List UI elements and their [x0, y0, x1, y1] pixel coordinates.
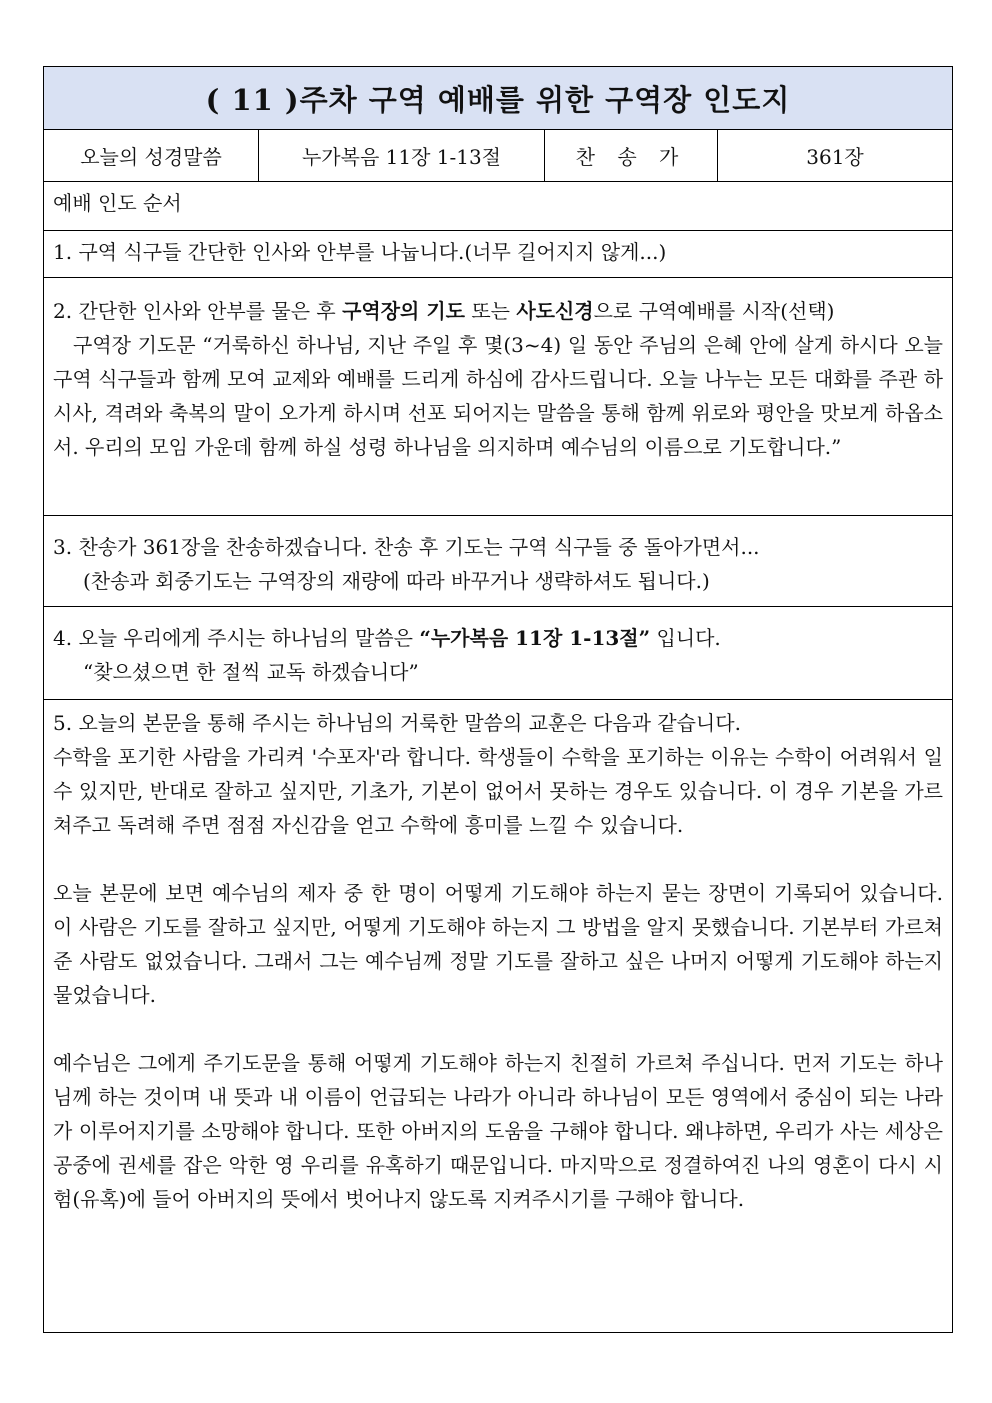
scripture-label: 오늘의 성경말씀 [44, 130, 259, 182]
order-heading [44, 182, 953, 231]
page-title: ( 11 )주차 구역 예배를 위한 구역장 인도지 [44, 67, 953, 130]
step-2-post: 으로 구역예배를 시작(선택) [593, 299, 835, 323]
info-row [44, 130, 953, 182]
step-3-line2: (찬송과 회중기도는 구역장의 재량에 따라 바꾸거나 생략하셔도 됩니다.) [83, 569, 710, 593]
step-5-para2: 오늘 본문에 보면 예수님의 제자 중 한 명이 어떻게 기도해야 하는지 묻는 장면이 기록되어 있습니다. 이 사람은 기도를 잘하고 싶지만, 어떻게 기도해야 하는지 그 방법을 알지 못했습니다. 기본부터 가르쳐 준 사람도 없었습니다. 그래서 그는 예수님께 정말 기도를 잘하고 싶은 나머지 어떻게 기도해야 하는지 물었습니다. [53, 881, 943, 1007]
step-4-pre: 4. 오늘 우리에게 주시는 하나님의 말씀은 [53, 626, 420, 650]
step-5-para3: 예수님은 그에게 주기도문을 통해 어떻게 기도해야 하는지 친절히 가르쳐 주십니다. 먼저 기도는 하나님께 하는 것이며 내 뜻과 내 이름이 언급되는 나라가 아니라 하나님이 모든 영역에서 중심이 되는 나라가 이루어지기를 소망해야 합니다. 또한 아버지의 도움을 구해야 합니다. 왜냐하면, 우리가 사는 세상은 공중에 권세를 잡은 악한 영 우리를 유혹하기 때문입니다. 마지막으로 정결하여진 나의 영혼이 다시 시험(유혹)에 들어 아버지의 뜻에서 벗어나지 않도록 지켜주시기를 구해야 합니다. [53, 1051, 943, 1211]
step-5-line1: 5. 오늘의 본문을 통해 주시는 하나님의 거룩한 말씀의 교훈은 다음과 같습니다. [53, 711, 741, 735]
step-4-scripture: “누가복음 11장 1-13절” [419, 626, 651, 650]
step-2-line [53, 294, 943, 328]
step-2-prayer [53, 328, 943, 464]
step-2-mid: 또는 [464, 299, 517, 323]
step-1 [44, 231, 953, 278]
step-2-bold-prayer: 구역장의 기도 [342, 299, 465, 323]
step-2-prayer-text: 구역장 기도문 “거룩하신 하나님, 지난 주일 후 몇(3~4) 일 동안 주님의 은혜 안에 살게 하시다 오늘 구역 식구들과 함께 모여 교제와 예배를 드리게 하심에 감사드립니다. 오늘 나누는 모든 대화를 주관 하시사, 격려와 축복의 말이 오가게 하시며 선포 되어지는 말씀을 통해 함께 위로와 평안을 맛보게 하옵소서. 우리의 모임 가운데 함께 하실 성령 하나님을 의지하며 예수님의 이름으로 기도합니다.” [53, 333, 943, 459]
step-5-para1: 수학을 포기한 사람을 가리켜 '수포자'라 합니다. 학생들이 수학을 포기하는 이유는 수학이 어려워서 일수 있지만, 반대로 잘하고 싶지만, 기초가, 기본이 없어서 못하는 경우도 있습니다. 이 경우 기본을 가르쳐주고 독려해 주면 점점 자신감을 얻고 수학에 흥미를 느낄 수 있습니다. [53, 745, 943, 837]
step-2 [44, 278, 953, 516]
step-5 [44, 700, 953, 1333]
step-3-line1: 3. 찬송가 361장을 찬송하겠습니다. 찬송 후 기도는 구역 식구들 중 돌아가면서... [53, 535, 760, 559]
worship-guide-table [43, 66, 953, 1333]
step-1-text: 1. 구역 식구들 간단한 인사와 안부를 나눕니다.(너무 길어지지 않게...) [53, 240, 667, 264]
scripture-value: 누가복음 11장 1-13절 [259, 130, 545, 182]
step-4-line2: “찾으셨으면 한 절씩 교독 하겠습니다” [83, 660, 419, 684]
paragraph-gap [53, 1012, 943, 1046]
step-3 [44, 516, 953, 607]
step-2-bold-creed: 사도신경 [516, 299, 594, 323]
step-4 [44, 607, 953, 700]
paragraph-gap [53, 842, 943, 876]
order-heading-text: 예배 인도 순서 [53, 191, 182, 215]
hymn-label: 찬 송 가 [545, 130, 718, 182]
step-2-pre: 2. 간단한 인사와 안부를 물은 후 [53, 299, 343, 323]
step-4-post: 입니다. [650, 626, 721, 650]
hymn-value: 361장 [718, 130, 953, 182]
step-4-line1 [53, 621, 943, 655]
